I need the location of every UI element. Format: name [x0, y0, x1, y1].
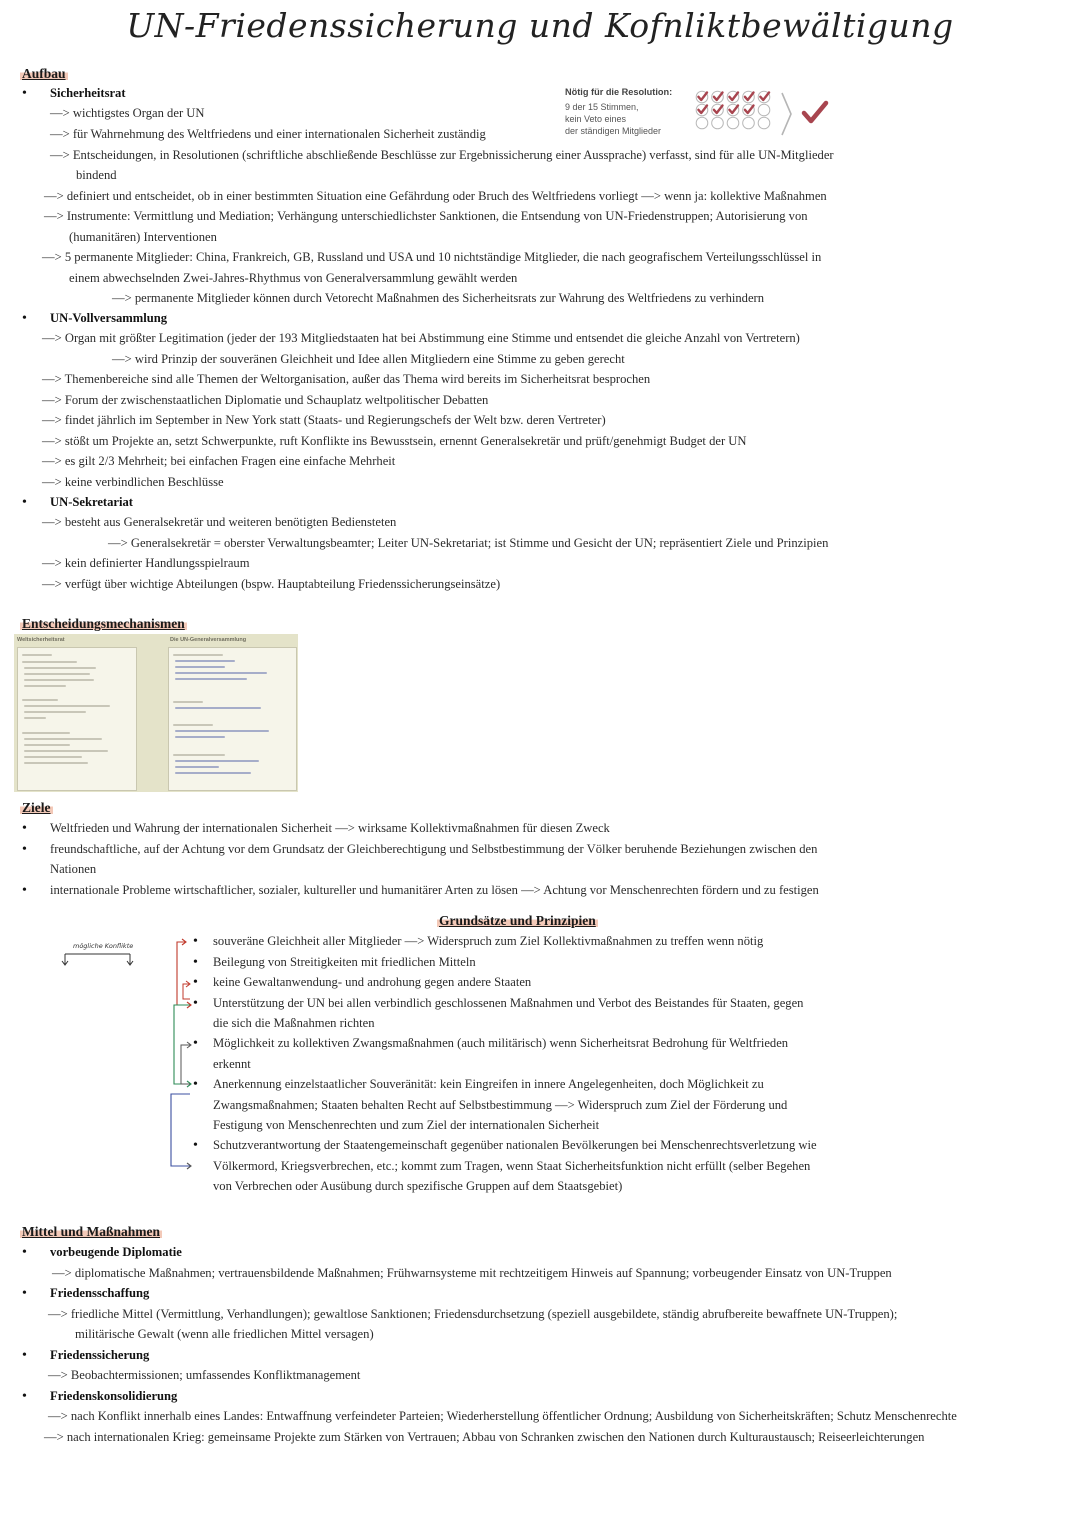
- heading-entscheidung: Entscheidungsmechanismen: [22, 616, 185, 631]
- text-line: —> verfügt über wichtige Abteilungen (bspw. Hauptabteilung Friedenssicherungseinsätze): [42, 577, 501, 591]
- text-line: Schutzverantwortung der Staatengemeinschaft gegenüber nationalen Bevölkerungen bei Menschenrechtsverletzung wie: [213, 1138, 817, 1152]
- text-line: einem abwechselnden Zwei-Jahres-Rhythmus von Generalversammlung gewählt werden: [69, 271, 518, 285]
- heading-aufbau: Aufbau: [22, 66, 66, 81]
- decision-mechanisms-image: [14, 634, 298, 792]
- text-line: —> wichtigstes Organ der UN: [50, 106, 205, 120]
- text-line: —> Themenbereiche sind alle Themen der Weltorganisation, außer das Thema wird bereits im Sicherheitsrat besprochen: [42, 372, 651, 386]
- conflict-bracket-icon: [60, 948, 138, 968]
- bullet: •: [22, 1245, 27, 1260]
- text-line: Beilegung von Streitigkeiten mit friedlichen Mitteln: [213, 955, 476, 969]
- text-line: internationale Probleme wirtschaftlicher, sozialer, kultureller und humanitärer Arten zu lösen —> Achtung vor Menschenrechten fördern und zu festigen: [50, 883, 819, 897]
- resolution-line: 9 der 15 Stimmen,: [565, 102, 639, 112]
- vote-check-icon: [698, 93, 707, 101]
- vote-empty-icon: [758, 104, 770, 116]
- vote-empty-icon: [712, 117, 724, 129]
- note-moegliche-konflikte: mögliche Konflikte: [73, 942, 134, 950]
- vote-empty-icon: [696, 117, 708, 129]
- resolution-line: kein Veto eines: [565, 114, 627, 124]
- bullet: •: [22, 495, 27, 510]
- text-line: die sich die Maßnahmen richten: [213, 1016, 375, 1030]
- text-line: —> Forum der zwischenstaatlichen Diplomatie und Schauplatz weltpolitischer Debatten: [42, 393, 489, 407]
- bullet: •: [193, 1138, 198, 1153]
- vote-check-icon: [729, 106, 738, 114]
- text-line: —> 5 permanente Mitglieder: China, Frankreich, GB, Russland und USA und 10 nichtständige Mitglieder, die nach geografischem Verteilungsschlüssel in: [42, 250, 822, 264]
- label-sekretariat: UN-Sekretariat: [50, 495, 134, 509]
- big-check-icon: [804, 103, 826, 121]
- vote-empty-icon: [727, 117, 739, 129]
- label-vollversammlung: UN-Vollversammlung: [50, 311, 168, 325]
- bullet: •: [22, 1286, 27, 1301]
- text-line: (humanitären) Interventionen: [69, 230, 217, 244]
- text-line: Anerkennung einzelstaatlicher Souveränität: kein Eingreifen in innere Angelegenheiten, doch Möglichkeit zu: [213, 1077, 764, 1091]
- arrow-right-icon: [782, 93, 791, 135]
- label-vorbeugende-diplomatie: vorbeugende Diplomatie: [50, 1245, 182, 1259]
- bullet: •: [193, 1077, 198, 1092]
- vote-empty-icon: [743, 117, 755, 129]
- bullet: •: [22, 1348, 27, 1363]
- text-line: —> Instrumente: Vermittlung und Mediation; Verhängung unterschiedlichster Sanktionen, die Entsendung von UN-Friedenstruppen; Autorisierung von: [44, 209, 808, 223]
- label-friedenskonsolidierung: Friedenskonsolidierung: [50, 1389, 178, 1403]
- bullet: •: [22, 86, 27, 101]
- label-friedenssicherung: Friedenssicherung: [50, 1348, 150, 1362]
- bullet: •: [193, 955, 198, 970]
- bullet: •: [22, 883, 27, 898]
- text-line: erkennt: [213, 1057, 251, 1071]
- bullet: •: [22, 1389, 27, 1404]
- text-line: Zwangsmaßnahmen; Staaten behalten Recht auf Selbstbestimmung —> Widerspruch zum Ziel der Förderung und: [213, 1098, 788, 1112]
- vote-empty-icon: [758, 117, 770, 129]
- text-line: —> wird Prinzip der souveränen Gleichheit und Idee allen Mitgliedern eine Stimme zu geben gerecht: [112, 352, 625, 366]
- text-line: —> besteht aus Generalsekretär und weiteren benötigten Bediensteten: [42, 515, 397, 529]
- text-line: —> keine verbindlichen Beschlüsse: [42, 475, 224, 489]
- text-line: Unterstützung der UN bei allen verbindlich geschlossenen Maßnahmen und Verbot des Beistandes für Staaten, gegen: [213, 996, 804, 1010]
- text-line: —> permanente Mitglieder können durch Vetorecht Maßnahmen des Sicherheitsrats zur Wahrung des Weltfriedens zu verhindern: [112, 291, 765, 305]
- page-title: UN-Friedenssicherung und Kofnliktbewältigung: [126, 6, 954, 45]
- bullet: •: [22, 311, 27, 326]
- text-line: —> findet jährlich im September in New York statt (Staats- und Regierungschefs der Welt bzw. deren Vertreter): [42, 413, 606, 427]
- vote-grid: [696, 91, 770, 129]
- text-line: —> Generalsekretär = oberster Verwaltungsbeamter; Leiter UN-Sekretariat; ist Stimme und Gesicht der UN; repräsentiert Ziele und Prinzipien: [108, 536, 829, 550]
- bullet: •: [22, 842, 27, 857]
- text-line: —> Beobachtermissionen; umfassendes Konfliktmanagement: [48, 1368, 361, 1382]
- text-line: von Verbrechen oder Ausübung durch spezifische Gruppen auf dem Staatsgebiet): [213, 1179, 623, 1193]
- vote-check-icon: [745, 106, 754, 114]
- vote-check-icon: [760, 93, 769, 101]
- vote-check-icon: [698, 106, 707, 114]
- bullet: •: [193, 934, 198, 949]
- vote-check-icon: [714, 93, 723, 101]
- text-line: —> diplomatische Maßnahmen; vertrauensbildende Maßnahmen; Frühwarnsysteme mit rechtzeitigem Hinweis auf Spannung; vorbeugender Einsatz von UN-Truppen: [52, 1266, 892, 1280]
- left-panel: [17, 647, 137, 791]
- vote-check-icon: [745, 93, 754, 101]
- bullet: •: [193, 975, 198, 990]
- label-friedensschaffung: Friedensschaffung: [50, 1286, 150, 1300]
- resolution-line: der ständigen Mitglieder: [565, 126, 662, 136]
- resolution-title: Nötig für die Resolution:: [565, 87, 673, 97]
- bullet: •: [193, 1036, 198, 1051]
- bullet: •: [22, 821, 27, 836]
- text-line: Festigung von Menschenrechten und zum Ziel der internationalen Sicherheit: [213, 1118, 600, 1132]
- bullet: •: [193, 996, 198, 1011]
- text-line: freundschaftliche, auf der Achtung vor dem Grundsatz der Gleichberechtigung und Selbstbestimmung der Völker beruhende Beziehungen zwischen den: [50, 842, 818, 856]
- text-line: Völkermord, Kriegsverbrechen, etc.; kommt zum Tragen, wenn Staat Sicherheitsfunktion nicht erfüllt (selber Begehen: [213, 1159, 811, 1173]
- vote-grid-icon: [694, 89, 844, 139]
- vote-check-icon: [729, 93, 738, 101]
- text-line: —> friedliche Mittel (Vermittlung, Verhandlungen); gewaltlose Sanktionen; Friedensdurchsetzung (speziell ausgebildete, ständig abrufbereite bewaffnete UN-Truppen);: [48, 1307, 898, 1321]
- text-line: —> stößt um Projekte an, setzt Schwerpunkte, ruft Konflikte ins Bewusstsein, ernennt Generalsekretär und prüft/genehmigt Budget der UN: [42, 434, 747, 448]
- text-line: Nationen: [50, 862, 97, 876]
- vote-check-icon: [714, 106, 723, 114]
- text-line: keine Gewaltanwendung- und androhung gegen andere Staaten: [213, 975, 532, 989]
- text-line: souveräne Gleichheit aller Mitglieder —> Widerspruch zum Ziel Kollektivmaßnahmen zu treffen wenn nötig: [213, 934, 764, 948]
- resolution-infographic: [562, 84, 844, 138]
- text-line: Möglichkeit zu kollektiven Zwangsmaßnahmen (auch militärisch) wenn Sicherheitsrat Bedrohung für Weltfrieden: [213, 1036, 789, 1050]
- right-panel: [168, 647, 297, 791]
- text-line: Weltfrieden und Wahrung der internationalen Sicherheit —> wirksame Kollektivmaßnahmen für diesen Zweck: [50, 821, 610, 835]
- left-panel-title: Weltsicherheitsrat: [17, 637, 65, 643]
- text-line: —> nach Konflikt innerhalb eines Landes: Entwaffnung verfeindeter Parteien; Wiederherstellung öffentlicher Ordnung; Ausbildung von Sicherheitskräften; Schutz Menschenrechte: [48, 1409, 957, 1423]
- heading-grundsaetze: Grundsätze und Prinzipien: [439, 913, 596, 928]
- text-line: militärische Gewalt (wenn alle friedlichen Mittel versagen): [75, 1327, 374, 1341]
- text-line: —> für Wahrnehmung des Weltfriedens und einer internationalen Sicherheit zuständig: [50, 127, 486, 141]
- text-line: —> Entscheidungen, in Resolutionen (schriftliche abschließende Beschlüsse zur Ergebnissicherung einer Aussprache) verfasst, sind für alle UN-Mitglieder: [50, 148, 834, 162]
- text-line: —> es gilt 2/3 Mehrheit; bei einfachen Fragen eine einfache Mehrheit: [42, 454, 396, 468]
- text-line: —> kein definierter Handlungsspielraum: [42, 556, 250, 570]
- text-line: —> nach internationalen Krieg: gemeinsame Projekte zum Stärken von Vertrauen; Abbau von Schranken zwischen den Nationen durch Kulturaustausch; Reiseerleichterungen: [44, 1430, 925, 1444]
- text-line: —> definiert und entscheidet, ob in einer bestimmten Situation eine Gefährdung oder Bruch des Weltfriedens vorliegt —> wenn ja: kollektive Maßnahmen: [44, 189, 827, 203]
- right-panel-title: Die UN-Generalversammlung: [170, 637, 247, 643]
- heading-ziele: Ziele: [22, 800, 51, 815]
- label-sicherheitsrat: Sicherheitsrat: [50, 86, 126, 100]
- heading-mittel: Mittel und Maßnahmen: [22, 1224, 161, 1239]
- text-line: —> Organ mit größter Legitimation (jeder der 193 Mitgliedstaaten hat bei Abstimmung eine Stimme und entsendet die gleiche Anzahl von Vertretern): [42, 331, 800, 345]
- text-line: bindend: [76, 168, 117, 182]
